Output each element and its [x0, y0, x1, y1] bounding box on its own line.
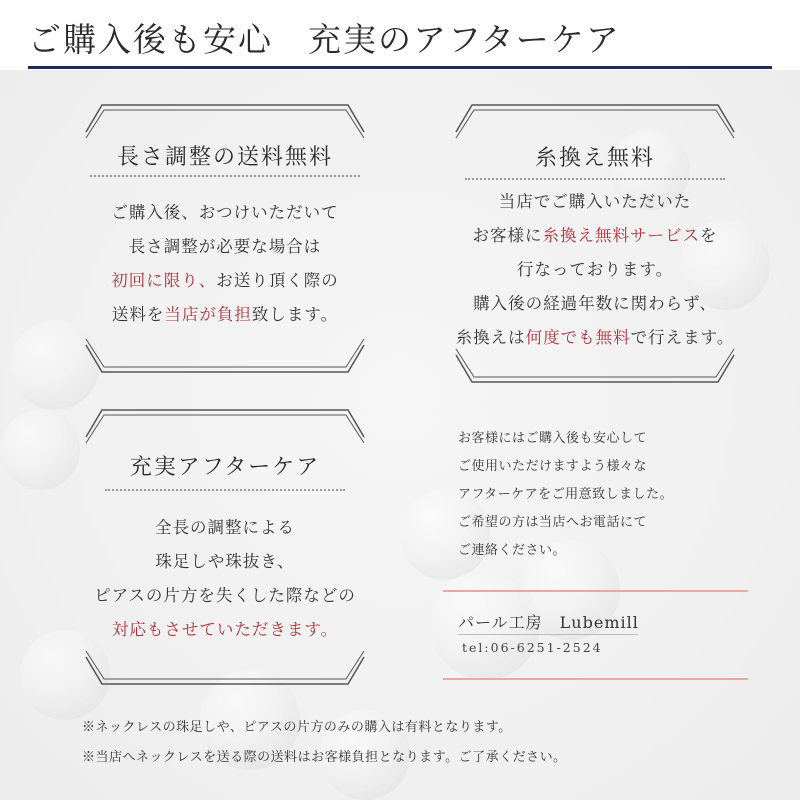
body-text: お送り頂く際の	[216, 271, 339, 290]
shop-top-divider	[443, 590, 748, 592]
highlight-text: 何度でも無料	[525, 328, 631, 347]
body-text: 購入後の経過年数に関わらず、	[473, 294, 717, 313]
body-line	[455, 253, 735, 287]
shop-bottom-divider	[443, 678, 748, 680]
page-title: ご購入後も安心 充実のアフターケア	[28, 20, 621, 59]
body-text: 全長の調整による	[155, 518, 295, 537]
box-body	[455, 185, 735, 355]
title-dotted-divider	[90, 175, 360, 177]
box-aftercare	[85, 405, 365, 680]
body-text: 致します。	[251, 305, 339, 324]
box-thread-replacement	[455, 100, 735, 375]
note-line: お客様にはご購入後も安心して	[458, 431, 648, 446]
body-text: 送料を	[111, 305, 165, 324]
body-text: で行えます。	[630, 328, 735, 347]
note-line: ご使用いただけますよう様々な	[458, 459, 648, 474]
body-text: 糸換えは	[455, 328, 526, 347]
frame-bottom-bracket	[85, 649, 365, 689]
box-body	[85, 196, 365, 332]
box-title: 長さ調整の送料無料	[116, 145, 333, 170]
frame-bottom-bracket	[85, 337, 365, 377]
body-line	[85, 264, 365, 298]
body-line	[455, 219, 735, 253]
footnote: ※ネックレスの珠足しや、ピアスの片方のみの購入は有料となります。	[82, 720, 512, 735]
shop-name-underline	[458, 634, 638, 635]
box-title: 糸換え無料	[534, 146, 655, 171]
shop-phone[interactable]: tel:06-6251-2524	[462, 640, 603, 655]
body-text: 当店でご購入いただいた	[498, 192, 692, 211]
highlight-text: 当店が負担	[164, 305, 252, 324]
footnote: ※当店へネックレスを送る際の送料はお客様負担となります。ご了承ください。	[82, 750, 567, 765]
aftercare-note	[458, 425, 673, 565]
body-line	[85, 298, 365, 332]
note-line: ご連絡ください。	[458, 543, 567, 558]
highlight-text: 対応もさせていただきます。	[111, 620, 339, 639]
highlight-text: 糸換え無料サービス	[542, 226, 700, 245]
body-line	[65, 579, 385, 613]
body-text: 行なっております。	[516, 260, 674, 279]
body-text: 長さ調整が必要な場合は	[128, 237, 322, 256]
frame-top-bracket	[455, 100, 735, 140]
body-line	[455, 185, 735, 219]
body-text: ご購入後、おつけいただいて	[111, 203, 339, 222]
body-line	[65, 613, 385, 647]
frame-bottom-bracket	[455, 347, 735, 387]
box-body	[65, 511, 385, 647]
body-line	[455, 287, 735, 321]
body-text: お客様に	[472, 226, 543, 245]
body-text: ピアスの片方を失くした際などの	[94, 586, 356, 605]
body-text: 珠足しや珠抜き、	[155, 552, 295, 571]
shop-name: パール工房 Lubemill	[458, 613, 639, 632]
body-line	[65, 511, 385, 545]
title-dotted-divider	[105, 489, 345, 491]
body-line	[85, 230, 365, 264]
body-text: を	[700, 226, 718, 245]
box-title: 充実アフターケア	[129, 455, 321, 480]
body-line	[65, 545, 385, 579]
highlight-text: 初回に限り、	[111, 271, 217, 290]
title-dotted-divider	[465, 178, 725, 180]
title-underline	[28, 66, 772, 69]
note-line: アフターケアをご用意致しました。	[458, 487, 674, 502]
box-length-adjustment	[85, 100, 365, 375]
body-line	[85, 196, 365, 230]
frame-top-bracket	[85, 405, 365, 445]
pearl-decoration	[0, 410, 80, 490]
note-line: ご希望の方は当店へお電話にて	[458, 515, 648, 530]
frame-top-bracket	[85, 100, 365, 140]
